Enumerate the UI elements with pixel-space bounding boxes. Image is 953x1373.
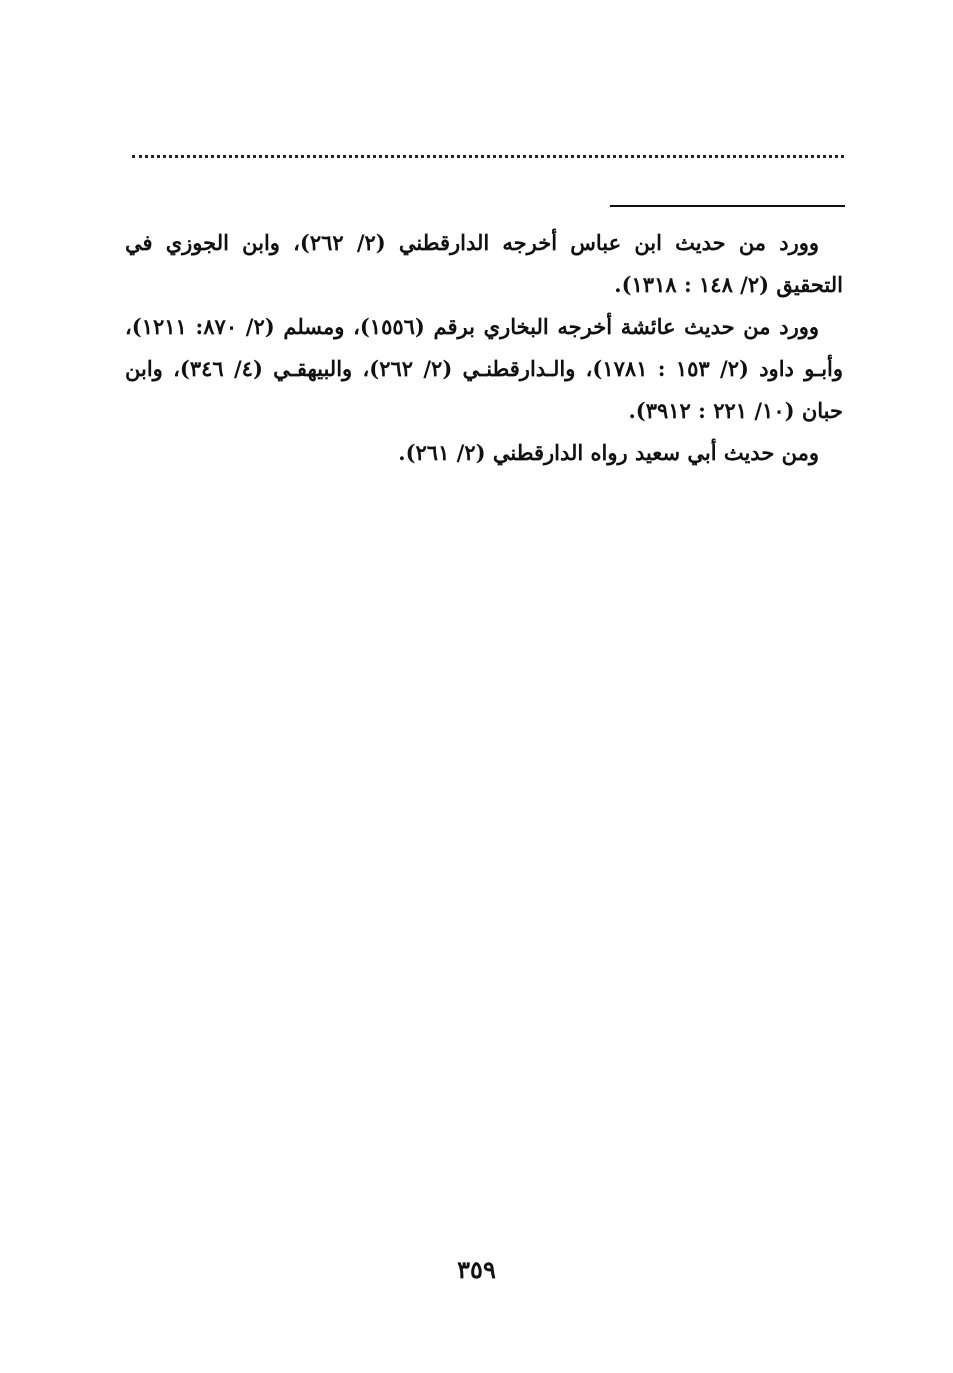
footnotes-block	[125, 222, 843, 474]
footnote-separator-line	[610, 205, 845, 207]
footnote-abi-saeed: ومن حديث أبي سعيد رواه الدارقطني (٢/ ٢٦١).	[398, 440, 819, 465]
footnote-ibn-abbas: وورد من حديث ابن عباس أخرجه الدارقطني (٢/ ٢٦٢)، وابن الجوزي في التحقيق (٢/ ١٤٨ : ١٣١٨).	[125, 230, 843, 297]
dotted-separator	[132, 155, 844, 158]
page-number: ٣٥٩	[457, 1255, 496, 1284]
footnote-aisha: وورد من حديث عائشة أخرجه البخاري برقم (١٥٥٦)، ومسلم (٢/ ٨٧٠: ١٢١١)، وأبـو داود (٢/ ١٥٣ : ١٧٨١)، والـدارقطنـي (٢/ ٢٦٢)، والبيهقـي (٤/ ٣٤٦)، وابن حبان (١٠/ ٢٢١ : ٣٩١٢).	[125, 314, 844, 423]
